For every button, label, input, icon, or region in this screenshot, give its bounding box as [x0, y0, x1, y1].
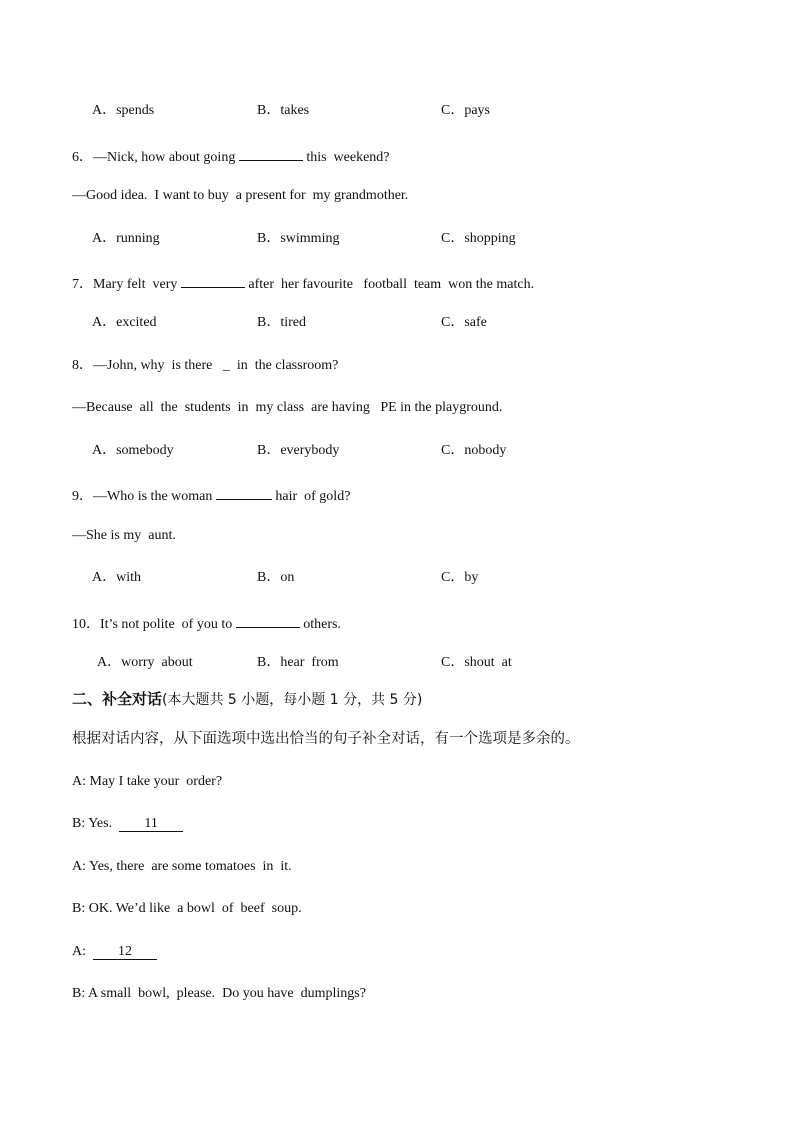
dialogue-line-1: A: May I take your order?: [72, 774, 223, 789]
q6-option-b: B．swimming: [257, 231, 340, 246]
q5-option-c: C．pays: [441, 103, 490, 118]
q7-option-a: A．excited: [92, 315, 157, 330]
q6-stem: [72, 146, 390, 166]
q9-stem: [72, 485, 350, 505]
q8-option-b: B．everybody: [257, 443, 340, 458]
q6-option-a: A．running: [92, 231, 160, 246]
q6-option-c: C．shopping: [441, 231, 516, 246]
q10-answer-blank[interactable]: [236, 613, 300, 628]
q7-option-c: C．safe: [441, 315, 487, 330]
blank-12[interactable]: 12: [93, 944, 157, 960]
q10-stem: [72, 613, 341, 633]
q7-stem: [72, 273, 534, 293]
dialogue-line-4: B: OK. We’d like a bowl of beef soup.: [72, 901, 302, 916]
q9-answer-blank[interactable]: [216, 485, 272, 500]
q9-reply: —She is my aunt.: [72, 528, 176, 543]
q6-reply: —Good idea. I want to buy a present for my grandmother.: [72, 188, 409, 203]
dialogue-line-2-prefix: B: Yes.: [72, 816, 120, 831]
q8-option-c: C．nobody: [441, 443, 507, 458]
q9-stem-prefix: 9．—Who is the woman: [72, 489, 216, 504]
section-instruction: 根据对话内容，从下面选项中选出恰当的句子补全对话，有一个选项是多余的。: [72, 731, 580, 747]
q7-answer-blank[interactable]: [181, 273, 245, 288]
q10-option-c: C．shout at: [441, 655, 512, 670]
section-scoring: (本大题共 5 小题，每小题 1 分，共 5 分): [162, 692, 423, 708]
dialogue-line-5: [72, 944, 157, 960]
dialogue-line-5-prefix: A:: [72, 944, 93, 959]
q7-option-b: B．tired: [257, 315, 306, 330]
q9-option-c: C．by: [441, 570, 479, 585]
q7-stem-prefix: 7．Mary felt very: [72, 277, 181, 292]
q10-option-a: A．worry about: [97, 655, 193, 670]
q9-option-a: A．with: [92, 570, 141, 585]
q8-stem: 8．—John, why is there _ in the classroom?: [72, 358, 339, 373]
q6-stem-prefix: 6．—Nick, how about going: [72, 150, 239, 165]
q9-option-b: B．on: [257, 570, 295, 585]
dialogue-line-2: [72, 816, 183, 832]
q5-option-b: B．takes: [257, 103, 310, 118]
q5-option-a: A．spends: [92, 103, 155, 118]
q10-stem-prefix: 10．It’s not polite of you to: [72, 617, 236, 632]
blank-11[interactable]: 11: [119, 816, 183, 832]
q6-stem-suffix: this weekend?: [302, 150, 390, 165]
dialogue-line-3: A: Yes, there are some tomatoes in it.: [72, 859, 292, 874]
q7-stem-suffix: after her favourite football team won the match.: [244, 277, 535, 292]
q9-stem-suffix: hair of gold?: [271, 489, 351, 504]
q10-stem-suffix: others.: [299, 617, 341, 632]
q6-answer-blank[interactable]: [239, 146, 303, 161]
section-title: 二、补全对话: [72, 690, 163, 708]
section-heading: [72, 690, 422, 709]
q10-option-b: B．hear from: [257, 655, 339, 670]
q8-option-a: A．somebody: [92, 443, 174, 458]
dialogue-line-6: B: A small bowl, please. Do you have dumplings?: [72, 986, 366, 1001]
q8-reply: —Because all the students in my class are having PE in the playground.: [72, 400, 503, 415]
